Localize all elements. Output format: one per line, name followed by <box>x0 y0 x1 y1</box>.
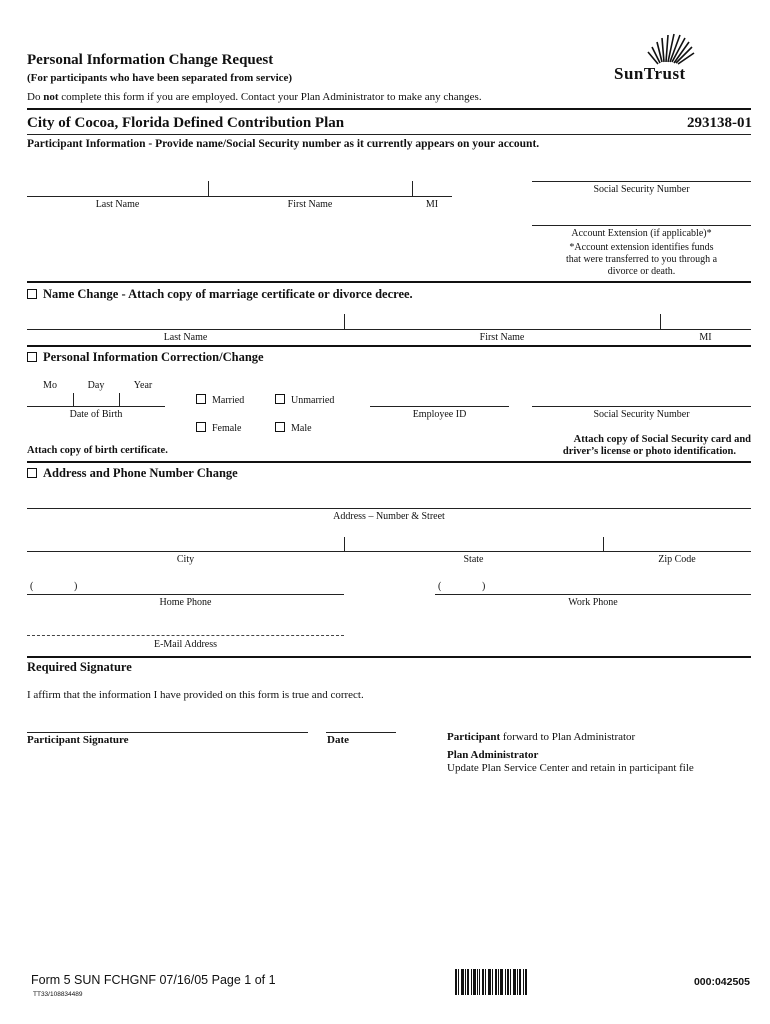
form-title: Personal Information Change Request <box>27 52 274 68</box>
work-area-open: ( <box>438 581 442 592</box>
date-line[interactable] <box>326 732 396 733</box>
barcode-icon <box>455 969 527 995</box>
divider <box>344 314 345 329</box>
year-label: Year <box>133 380 153 391</box>
form-subtitle: (For participants who have been separated from service) <box>27 72 293 84</box>
name-change-checkbox[interactable] <box>27 289 37 299</box>
employee-id-line[interactable] <box>370 406 509 407</box>
divider <box>73 393 74 406</box>
form-instruction: Do not complete this form if you are employed. Contact your Plan Administrator to make any changes. <box>27 91 482 103</box>
city-label: City <box>176 554 195 565</box>
unmarried-checkbox[interactable] <box>275 394 285 404</box>
plan-admin-instruction: Update Plan Service Center and retain in participant file <box>447 762 694 774</box>
dob-line[interactable] <box>27 406 165 407</box>
ssn-label: Social Security Number <box>593 184 690 195</box>
married-checkbox[interactable] <box>196 394 206 404</box>
divider <box>119 393 120 406</box>
plan-number: 293138-01 <box>687 115 752 131</box>
home-area-close: ) <box>74 581 78 592</box>
employee-id-label: Employee ID <box>412 409 467 420</box>
female-option[interactable]: Female <box>196 422 241 434</box>
first-name-label: First Name <box>287 199 333 210</box>
zip-label: Zip Code <box>658 554 696 565</box>
home-phone-label: Home Phone <box>159 597 212 608</box>
suntrust-wordmark: SunTrust <box>614 64 686 83</box>
section-rule <box>27 281 751 283</box>
new-first-name-label: First Name <box>479 332 525 343</box>
suntrust-logo-icon <box>640 30 730 66</box>
dob-label: Date of Birth <box>69 409 123 420</box>
participant-info-heading: Participant Information - Provide name/Social Security number as it currently appears on your account. <box>27 138 540 150</box>
divider <box>344 537 345 551</box>
street-line[interactable] <box>27 508 751 509</box>
small-code: TT33/108834489 <box>33 991 83 998</box>
married-option[interactable]: Married <box>196 394 244 406</box>
signature-heading: Required Signature <box>27 660 132 674</box>
account-extension-line[interactable] <box>532 225 751 226</box>
personal-info-heading[interactable]: Personal Information Correction/Change <box>27 350 264 365</box>
form-id: Form 5 SUN FCHGNF 07/16/05 Page 1 of 1 <box>31 973 276 987</box>
account-note-1: *Account extension identifies funds <box>569 242 714 253</box>
document-number: 000:042505 <box>693 976 750 988</box>
plan-name: City of Cocoa, Florida Defined Contribution Plan <box>27 115 345 131</box>
participant-name-line[interactable] <box>27 196 452 197</box>
account-extension-label: Account Extension (if applicable)* <box>571 228 712 239</box>
address-heading[interactable]: Address and Phone Number Change <box>27 466 238 481</box>
new-last-name-label: Last Name <box>163 332 208 343</box>
forward-instruction: Participant forward to Plan Administrator <box>447 731 636 743</box>
section-rule <box>27 461 751 463</box>
ssn-attach-note-2: driver’s license or photo identification. <box>562 446 736 457</box>
state-label: State <box>463 554 484 565</box>
participant-signature-label: Participant Signature <box>27 734 129 746</box>
work-phone-label: Work Phone <box>568 597 618 608</box>
day-label: Day <box>87 380 105 391</box>
ssn-line[interactable] <box>532 181 751 182</box>
unmarried-option[interactable]: Unmarried <box>275 394 334 406</box>
home-area-open: ( <box>30 581 34 592</box>
account-note-3: divorce or death. <box>607 266 676 277</box>
divider <box>208 181 209 196</box>
birth-cert-note: Attach copy of birth certificate. <box>27 445 168 456</box>
divider <box>412 181 413 196</box>
new-name-line[interactable] <box>27 329 751 330</box>
header-rule <box>27 108 751 110</box>
date-label: Date <box>327 734 349 746</box>
new-ssn-line[interactable] <box>532 406 751 407</box>
street-label: Address – Number & Street <box>333 511 445 522</box>
plan-admin-heading: Plan Administrator <box>447 749 539 761</box>
work-phone-line[interactable] <box>435 594 751 595</box>
address-checkbox[interactable] <box>27 468 37 478</box>
signature-line[interactable] <box>27 732 308 733</box>
male-option[interactable]: Male <box>275 422 312 434</box>
account-note-2: that were transferred to you through a <box>565 254 718 265</box>
male-checkbox[interactable] <box>275 422 285 432</box>
section-rule <box>27 656 751 658</box>
new-mi-label: MI <box>699 332 712 343</box>
new-ssn-label: Social Security Number <box>593 409 690 420</box>
divider <box>660 314 661 329</box>
mi-label: MI <box>425 199 439 210</box>
affirmation-text: I affirm that the information I have provided on this form is true and correct. <box>27 689 364 701</box>
city-state-zip-line[interactable] <box>27 551 751 552</box>
email-line[interactable] <box>27 635 344 636</box>
female-checkbox[interactable] <box>196 422 206 432</box>
mo-label: Mo <box>43 380 57 391</box>
personal-info-checkbox[interactable] <box>27 352 37 362</box>
work-area-close: ) <box>482 581 486 592</box>
last-name-label: Last Name <box>95 199 140 210</box>
section-rule <box>27 345 751 347</box>
email-label: E-Mail Address <box>153 639 218 650</box>
plan-rule <box>27 134 751 135</box>
ssn-attach-note-1: Attach copy of Social Security card and <box>573 434 751 445</box>
name-change-heading[interactable]: Name Change - Attach copy of marriage certificate or divorce decree. <box>27 287 413 302</box>
divider <box>603 537 604 551</box>
home-phone-line[interactable] <box>27 594 344 595</box>
